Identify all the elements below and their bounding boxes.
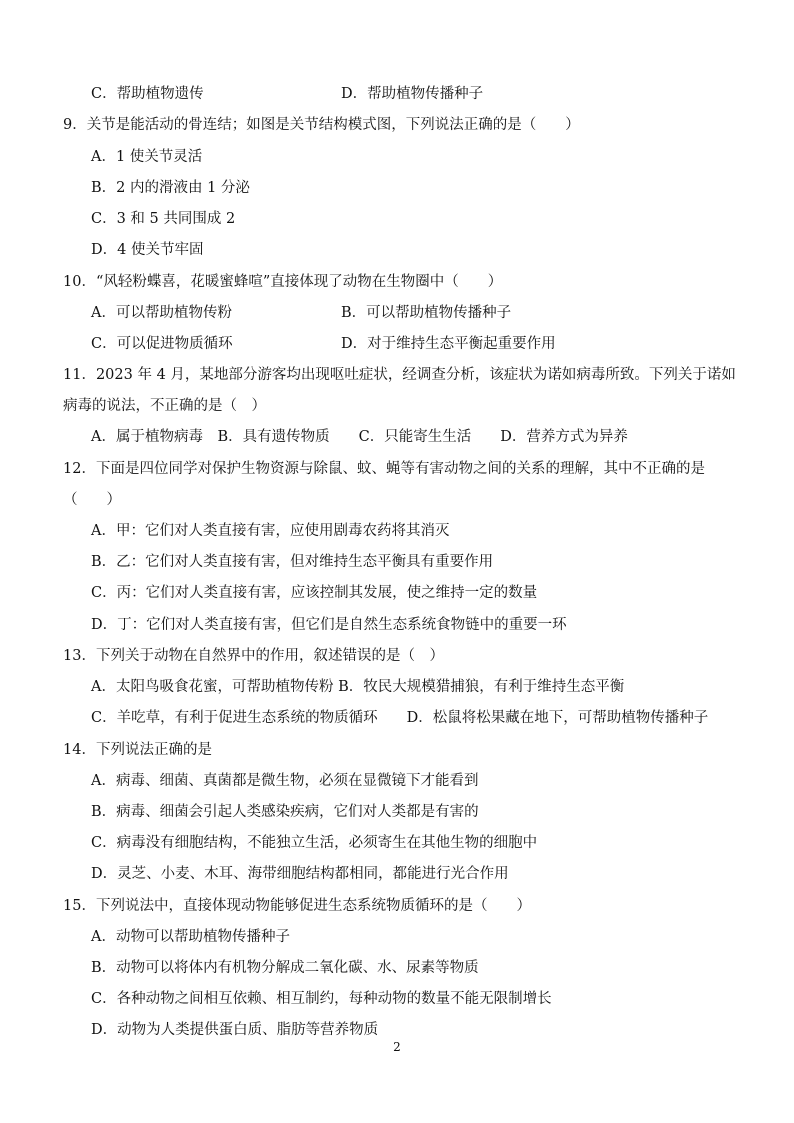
- q10-option-c: C．可以促进物质循环: [91, 336, 233, 352]
- page-number: 2: [393, 1040, 401, 1054]
- q13-options-cd: C．羊吃草，有利于促进生态系统的物质循环 D．松鼠将松果藏在地下，可帮助植物传播种子: [91, 710, 709, 726]
- q9-option-b: B．2 内的滑液由 1 分泌: [91, 180, 250, 196]
- q12-option-a: A．甲：它们对人类直接有害，应使用剧毒农药将其消灭: [91, 523, 450, 539]
- q12-option-c: C．丙：它们对人类直接有害，应该控制其发展，使之维持一定的数量: [91, 585, 538, 601]
- q8-option-d: D．帮助植物传播种子: [341, 86, 484, 102]
- q13-options-ab: A．太阳鸟吸食花蜜，可帮助植物传粉 B．牧民大规模猎捕狼，有利于维持生态平衡: [91, 679, 625, 695]
- q15-option-d: D．动物为人类提供蛋白质、脂肪等营养物质: [91, 1022, 379, 1038]
- q15-option-b: B．动物可以将体内有机物分解成二氧化碳、水、尿素等物质: [91, 960, 479, 976]
- q10-option-d: D．对于维持生态平衡起重要作用: [341, 336, 556, 352]
- q12-stem-line1: 12．下面是四位同学对保护生物资源与除鼠、蚊、蝇等有害动物之间的关系的理解，其中不正确的是: [63, 461, 705, 477]
- q9-option-a: A．1 使关节灵活: [91, 149, 203, 165]
- q13-stem: 13．下列关于动物在自然界中的作用，叙述错误的是（ ）: [63, 648, 444, 664]
- q9-option-c: C．3 和 5 共同围成 2: [91, 211, 236, 227]
- q14-option-a: A．病毒、细菌、真菌都是微生物，必须在显微镜下才能看到: [91, 773, 479, 789]
- q11-stem-line2: 病毒的说法，不正确的是（ ）: [63, 398, 266, 414]
- q10-stem: 10．“风轻粉蝶喜，花暖蜜蜂喧”直接体现了动物在生物圈中（ ）: [63, 274, 503, 290]
- q14-option-d: D．灵芝、小麦、木耳、海带细胞结构都相同，都能进行光合作用: [91, 866, 509, 882]
- q11-options: A．属于植物病毒 B．具有遗传物质 C．只能寄生生活 D．营养方式为异养: [91, 429, 628, 445]
- q10-option-b: B．可以帮助植物传播种子: [341, 305, 512, 321]
- q11-stem-line1: 11．2023 年 4 月，某地部分游客均出现呕吐症状，经调查分析，该症状为诺如病毒所致。下列关于诺如: [63, 367, 736, 383]
- q9-option-d: D．4 使关节牢固: [91, 242, 204, 258]
- q12-stem-line2: （ ）: [63, 492, 121, 508]
- q15-option-a: A．动物可以帮助植物传播种子: [91, 929, 290, 945]
- q8-option-c: C．帮助植物遗传: [91, 86, 204, 102]
- q12-option-b: B．乙：它们对人类直接有害，但对维持生态平衡具有重要作用: [91, 554, 494, 570]
- q12-option-d: D．丁：它们对人类直接有害，但它们是自然生态系统食物链中的重要一环: [91, 617, 567, 633]
- q15-stem: 15．下列说法中，直接体现动物能够促进生态系统物质循环的是（ ）: [63, 898, 531, 914]
- q14-option-b: B．病毒、细菌会引起人类感染疾病，它们对人类都是有害的: [91, 804, 479, 820]
- q10-option-a: A．可以帮助植物传粉: [91, 305, 232, 321]
- q15-option-c: C．各种动物之间相互依赖、相互制约，每种动物的数量不能无限制增长: [91, 991, 552, 1007]
- q9-stem: 9．关节是能活动的骨连结；如图是关节结构模式图，下列说法正确的是（ ）: [63, 117, 580, 133]
- q14-option-c: C．病毒没有细胞结构，不能独立生活，必须寄生在其他生物的细胞中: [91, 835, 538, 851]
- q14-stem: 14．下列说法正确的是: [63, 742, 212, 758]
